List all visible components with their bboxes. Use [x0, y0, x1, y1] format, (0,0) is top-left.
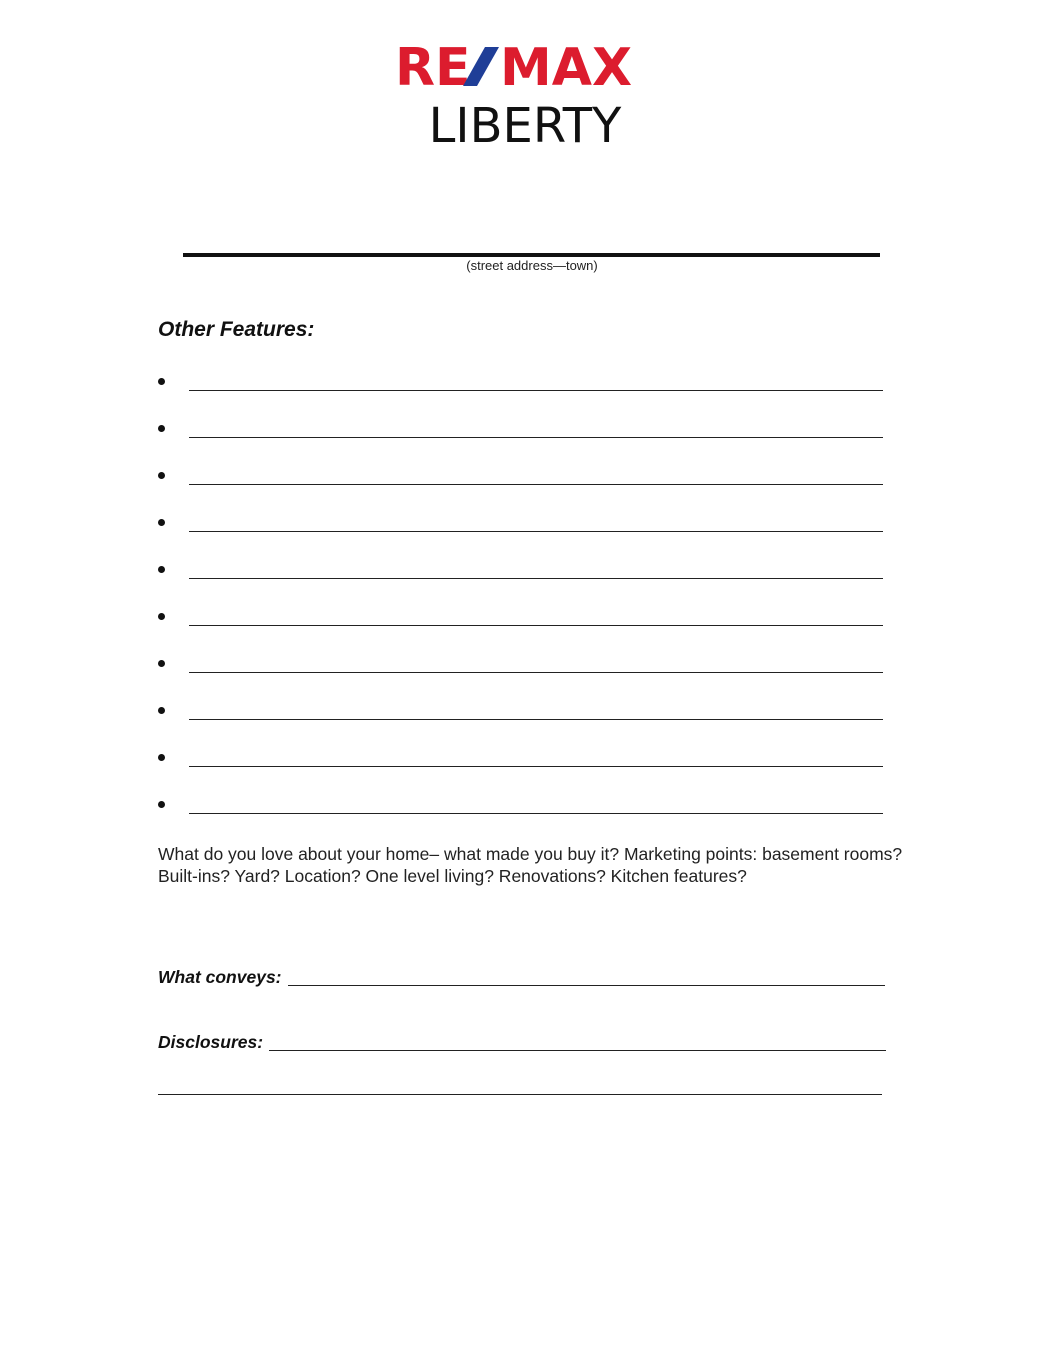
- what-conveys-row: [158, 962, 885, 988]
- bullet-icon: [158, 378, 165, 385]
- feature-blank-line[interactable]: [189, 531, 883, 532]
- bullet-icon: [158, 660, 165, 667]
- disclosures-row: [158, 1027, 886, 1053]
- feature-blank-line[interactable]: [189, 437, 883, 438]
- bullet-icon: [158, 754, 165, 761]
- feature-item: [158, 370, 888, 417]
- feature-item: [158, 793, 888, 840]
- feature-item: [158, 558, 888, 605]
- remax-liberty-logo: [0, 40, 1050, 150]
- bullet-icon: [158, 801, 165, 808]
- what-conveys-line[interactable]: [288, 985, 886, 986]
- disclosures-line[interactable]: [269, 1050, 886, 1051]
- bullet-icon: [158, 707, 165, 714]
- street-address-caption: (street address—town): [466, 258, 598, 273]
- feature-blank-line[interactable]: [189, 766, 883, 767]
- bullet-icon: [158, 519, 165, 526]
- other-features-heading: Other Features:: [158, 318, 315, 341]
- logo-graphic: [395, 40, 655, 150]
- feature-blank-line[interactable]: [189, 672, 883, 673]
- bullet-icon: [158, 566, 165, 573]
- feature-blank-line[interactable]: [189, 813, 883, 814]
- bullet-icon: [158, 472, 165, 479]
- marketing-prompt: What do you love about your home– what made you buy it? Marketing points: basement rooms? Built-ins? Yard? Location? One level living? Renovations? Kitchen features?: [158, 844, 903, 886]
- bullet-icon: [158, 425, 165, 432]
- disclosures-label: Disclosures:: [158, 1032, 264, 1052]
- other-features-list: [158, 370, 888, 840]
- feature-item: [158, 605, 888, 652]
- disclosures-extra-line[interactable]: [158, 1094, 882, 1095]
- feature-item: [158, 464, 888, 511]
- logo-max: MAX: [500, 40, 633, 98]
- street-address-line[interactable]: [183, 253, 880, 257]
- feature-blank-line[interactable]: [189, 719, 883, 720]
- what-conveys-label: What conveys:: [158, 967, 282, 987]
- feature-item: [158, 652, 888, 699]
- feature-blank-line[interactable]: [189, 484, 883, 485]
- feature-item: [158, 511, 888, 558]
- feature-blank-line[interactable]: [189, 578, 883, 579]
- bullet-icon: [158, 613, 165, 620]
- logo-re: RE: [395, 40, 471, 98]
- feature-item: [158, 417, 888, 464]
- feature-item: [158, 699, 888, 746]
- feature-blank-line[interactable]: [189, 390, 883, 391]
- feature-blank-line[interactable]: [189, 625, 883, 626]
- logo-liberty: LIBERTY: [428, 98, 622, 150]
- feature-item: [158, 746, 888, 793]
